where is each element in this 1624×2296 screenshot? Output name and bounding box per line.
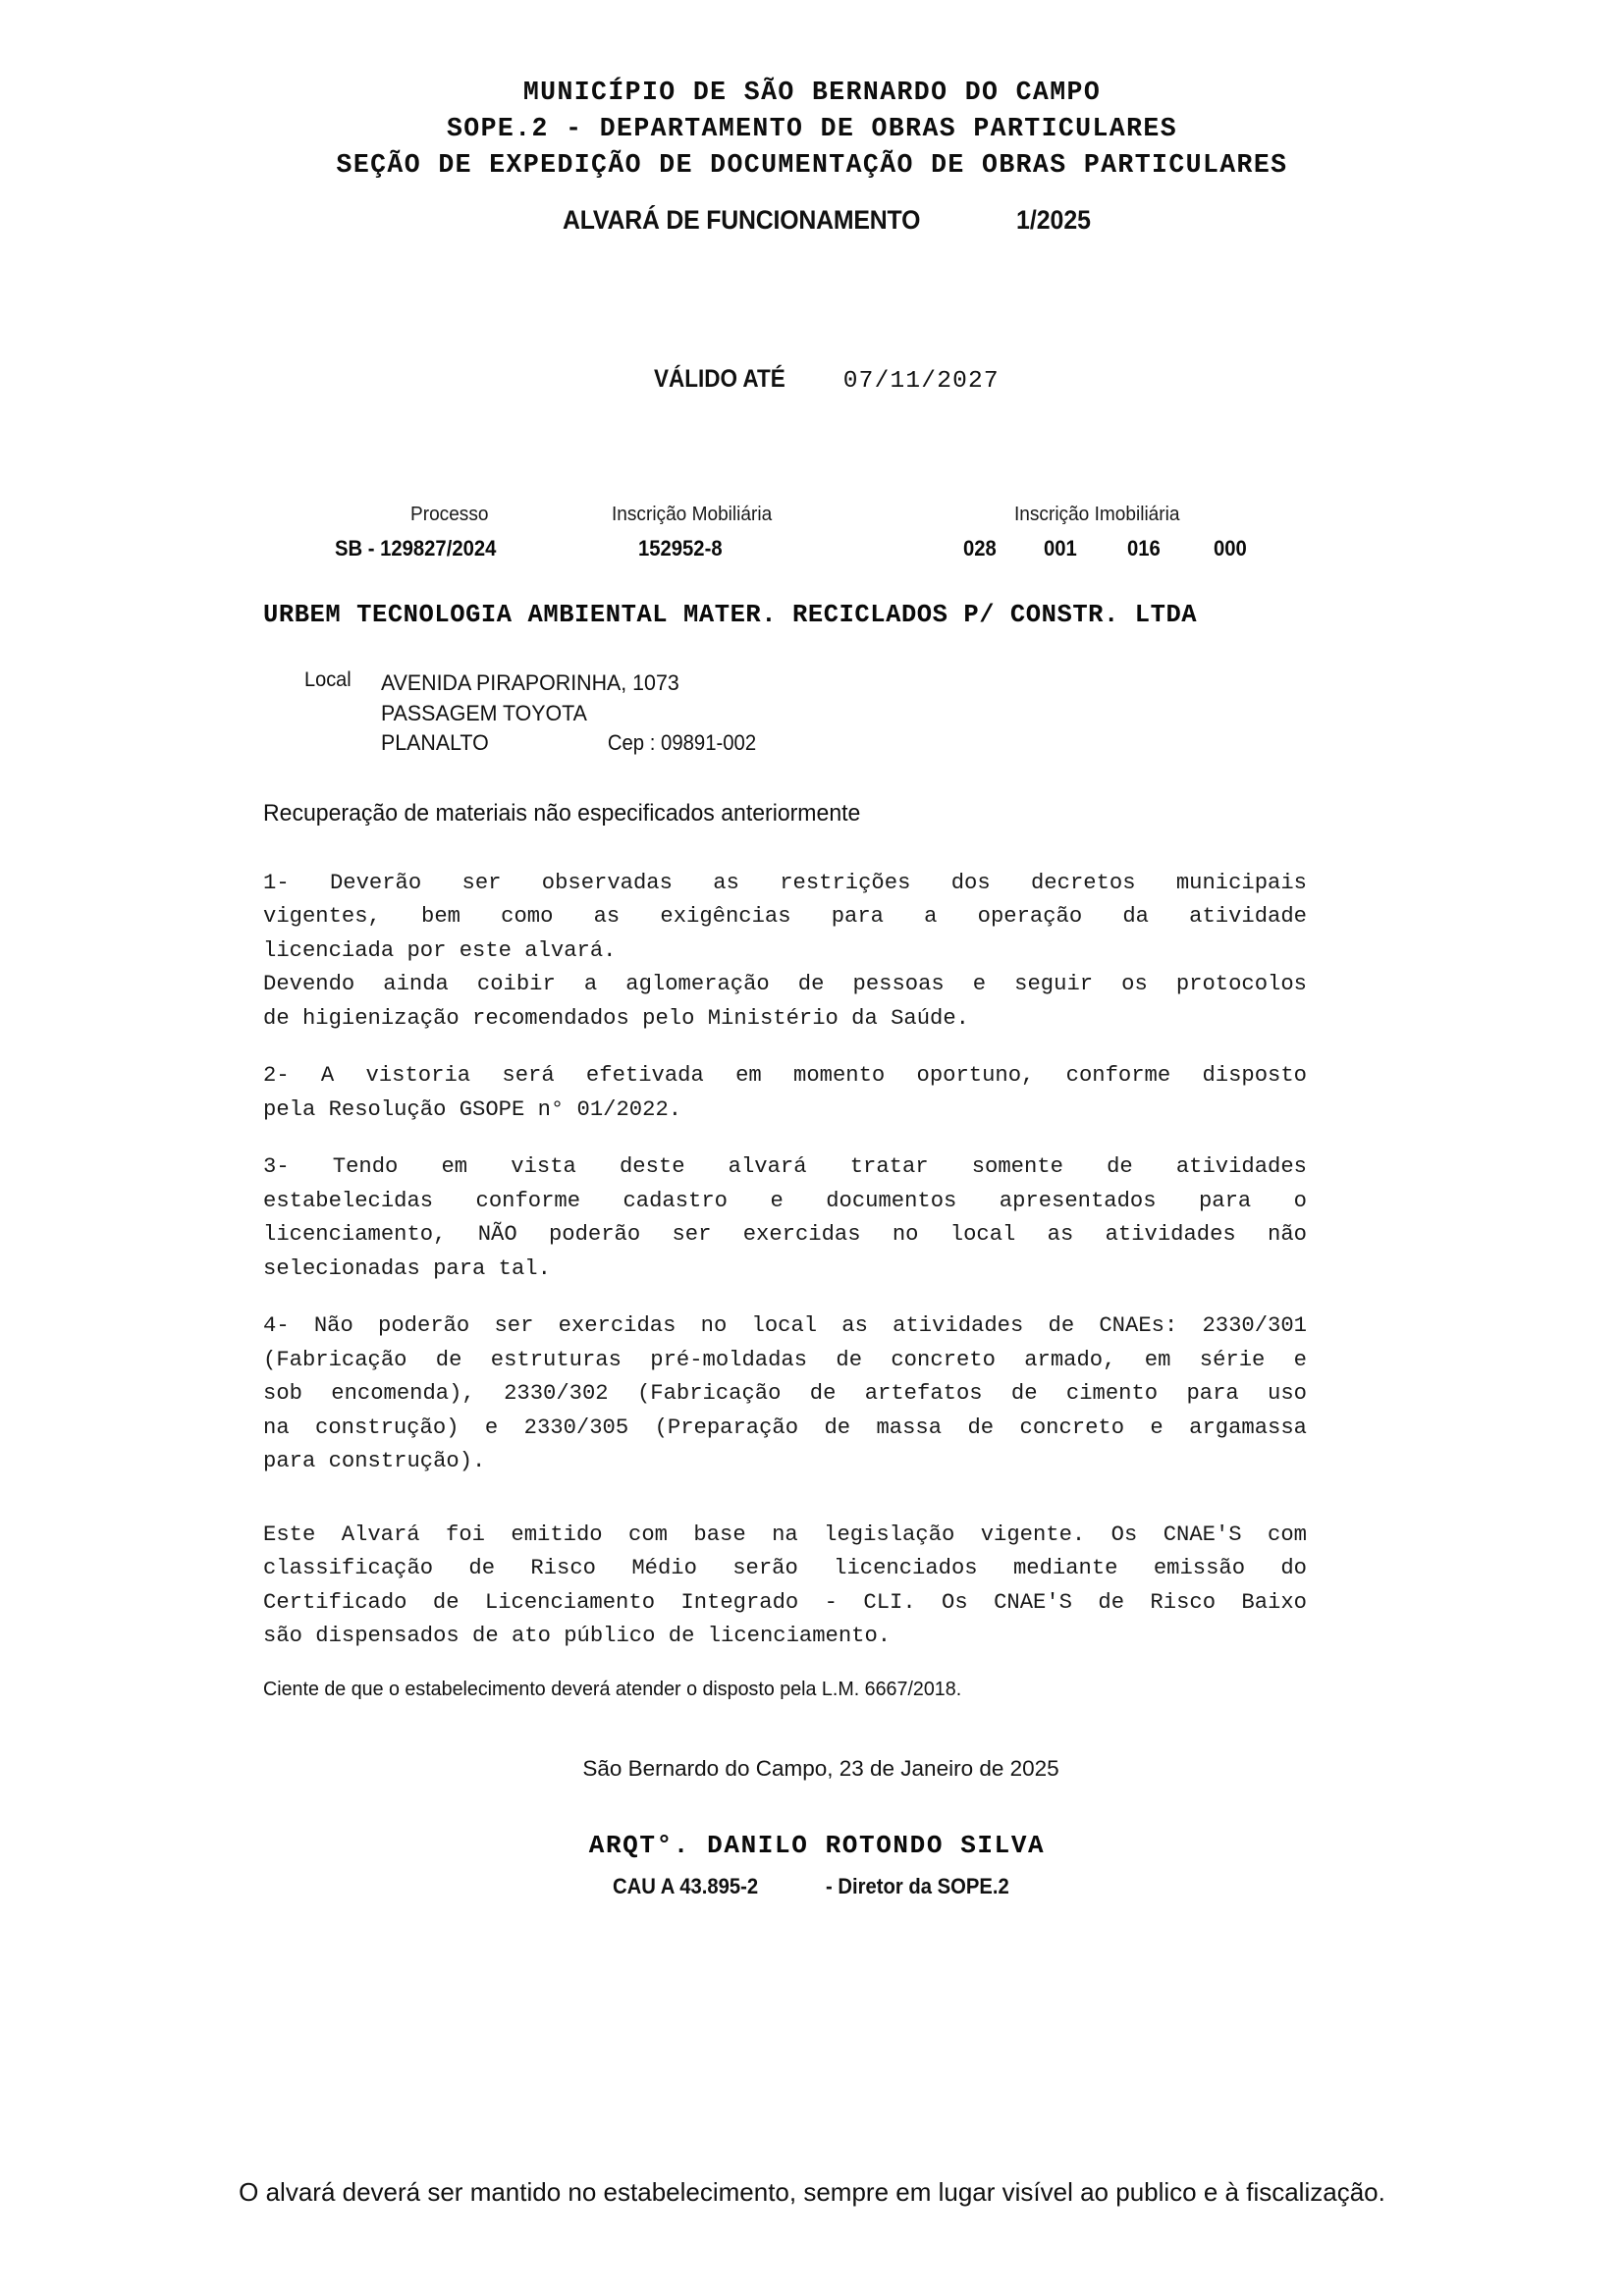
alvara-number: 1/2025: [1015, 205, 1091, 235]
signatory-name: ARQT°. DANILO ROTONDO SILVA: [588, 1830, 1046, 1860]
masthead-line-municipality: MUNICÍPIO DE SÃO BERNARDO DO CAMPO: [522, 78, 1102, 107]
page-title: ALVARÁ DE FUNCIONAMENTO: [562, 205, 920, 235]
masthead-line-section: SEÇÃO DE EXPEDIÇÃO DE DOCUMENTAÇÃO DE OBRAS PARTICULARES: [336, 150, 1288, 180]
address-neighborhood: PLANALTO: [381, 730, 489, 755]
clause-line: 3- Tendo em vista deste alvará tratar somente de atividades: [263, 1154, 1307, 1179]
address-lines: [381, 668, 1624, 759]
clause-line: licenciamento, NÃO poderão ser exercidas no local as atividades não: [263, 1222, 1307, 1247]
clause-line: Devendo ainda coibir a aglomeração de pessoas e seguir os protocolos: [263, 972, 1307, 996]
document-title-row: [0, 205, 1624, 236]
validity-row: [0, 365, 1624, 395]
inscricao-mobiliaria-value: 152952-8: [638, 536, 723, 561]
inscricao-imobiliaria-part-3: 016: [1127, 536, 1161, 561]
clause-line: 2- A vistoria será efetivada em momento oportuno, conforme disposto: [263, 1063, 1307, 1088]
clause-line: 1- Deverão ser observadas as restrições dos decretos municipais: [263, 870, 1307, 895]
clause-line: sob encomenda), 2330/302 (Fabricação de artefatos de cimento para uso: [263, 1381, 1307, 1406]
address-cep: Cep : 09891-002: [607, 730, 757, 755]
company-name: URBEM TECNOLOGIA AMBIENTAL MATER. RECICLADOS P/ CONSTR. LTDA: [263, 601, 1198, 629]
inscricao-mobiliaria-label: Inscrição Mobiliária: [612, 503, 773, 525]
address-street: AVENIDA PIRAPORINHA, 1073: [381, 670, 679, 695]
inscricao-imobiliaria-part-1: 028: [963, 536, 997, 561]
address-complement: PASSAGEM TOYOTA: [381, 700, 587, 725]
clause-line: estabelecidas conforme cadastro e documentos apresentados para o: [263, 1188, 1307, 1213]
processo-value: SB - 129827/2024: [335, 536, 497, 561]
inscricao-imobiliaria-label: Inscrição Imobiliária: [1014, 503, 1180, 525]
activity-description: Recuperação de materiais não especificados anteriormente: [263, 799, 861, 827]
address-block: [304, 668, 1624, 759]
clause-line: pela Resolução GSOPE n° 01/2022.: [263, 1096, 682, 1122]
clause-line: selecionadas para tal.: [263, 1255, 551, 1281]
clause-line: Certificado de Licenciamento Integrado - CLI. Os CNAE'S de Risco Baixo: [263, 1589, 1307, 1615]
clause-2: [263, 1059, 1307, 1127]
clause-4: [263, 1309, 1307, 1479]
clause-line: vigentes, bem como as exigências para a operação da atividade: [263, 904, 1307, 929]
masthead: [0, 75, 1624, 184]
local-label: Local: [304, 668, 352, 691]
address-neighborhood-row: [381, 728, 1562, 759]
clause-line: licenciada por este alvará.: [263, 937, 617, 963]
legal-basis-paragraph: [263, 1519, 1307, 1654]
inscricao-imobiliaria-part-2: 001: [1044, 536, 1077, 561]
clause-line: (Fabricação de estruturas pré-moldadas de concreto armado, em série e: [263, 1347, 1307, 1372]
signatory-role: - Diretor da SOPE.2: [826, 1873, 1009, 1898]
footer-notice: O alvará deverá ser mantido no estabelecimento, sempre em lugar visível ao publico e à fiscalização.: [239, 2177, 1385, 2207]
clause-line: para construção).: [263, 1449, 486, 1473]
validity-label: VÁLIDO ATÉ: [654, 365, 785, 393]
signatory-credentials: [0, 1874, 1624, 1899]
clause-line: classificação de Risco Médio serão licenciados mediante emissão do: [263, 1556, 1307, 1580]
clause-line: na construção) e 2330/305 (Preparação de massa de concreto e argamassa: [263, 1415, 1307, 1440]
signatory-cau-number: CAU A 43.895-2: [613, 1873, 759, 1898]
processo-label: Processo: [410, 503, 489, 525]
clause-line: 4- Não poderão ser exercidas no local as atividades de CNAEs: 2330/301: [263, 1313, 1307, 1338]
clause-line: são dispensados de ato público de licenciamento.: [263, 1624, 892, 1648]
clause-line: Este Alvará foi emitido com base na legislação vigente. Os CNAE'S com: [263, 1522, 1307, 1547]
inscricao-imobiliaria-part-4: 000: [1214, 536, 1247, 561]
masthead-line-department: SOPE.2 - DEPARTAMENTO DE OBRAS PARTICULARES: [446, 114, 1177, 143]
clause-line: de higienização recomendados pelo Ministério da Saúde.: [263, 1005, 969, 1031]
clause-1: [263, 867, 1307, 1037]
signature-place-date: São Bernardo do Campo, 23 de Janeiro de 2025: [582, 1755, 1059, 1781]
registration-block: [0, 503, 1624, 579]
clause-3: [263, 1150, 1307, 1286]
clauses-section: [263, 867, 1307, 1654]
compliance-notice: Ciente de que o estabelecimento deverá atender o disposto pela L.M. 6667/2018.: [263, 1677, 962, 1700]
validity-date: 07/11/2027: [842, 368, 1000, 395]
